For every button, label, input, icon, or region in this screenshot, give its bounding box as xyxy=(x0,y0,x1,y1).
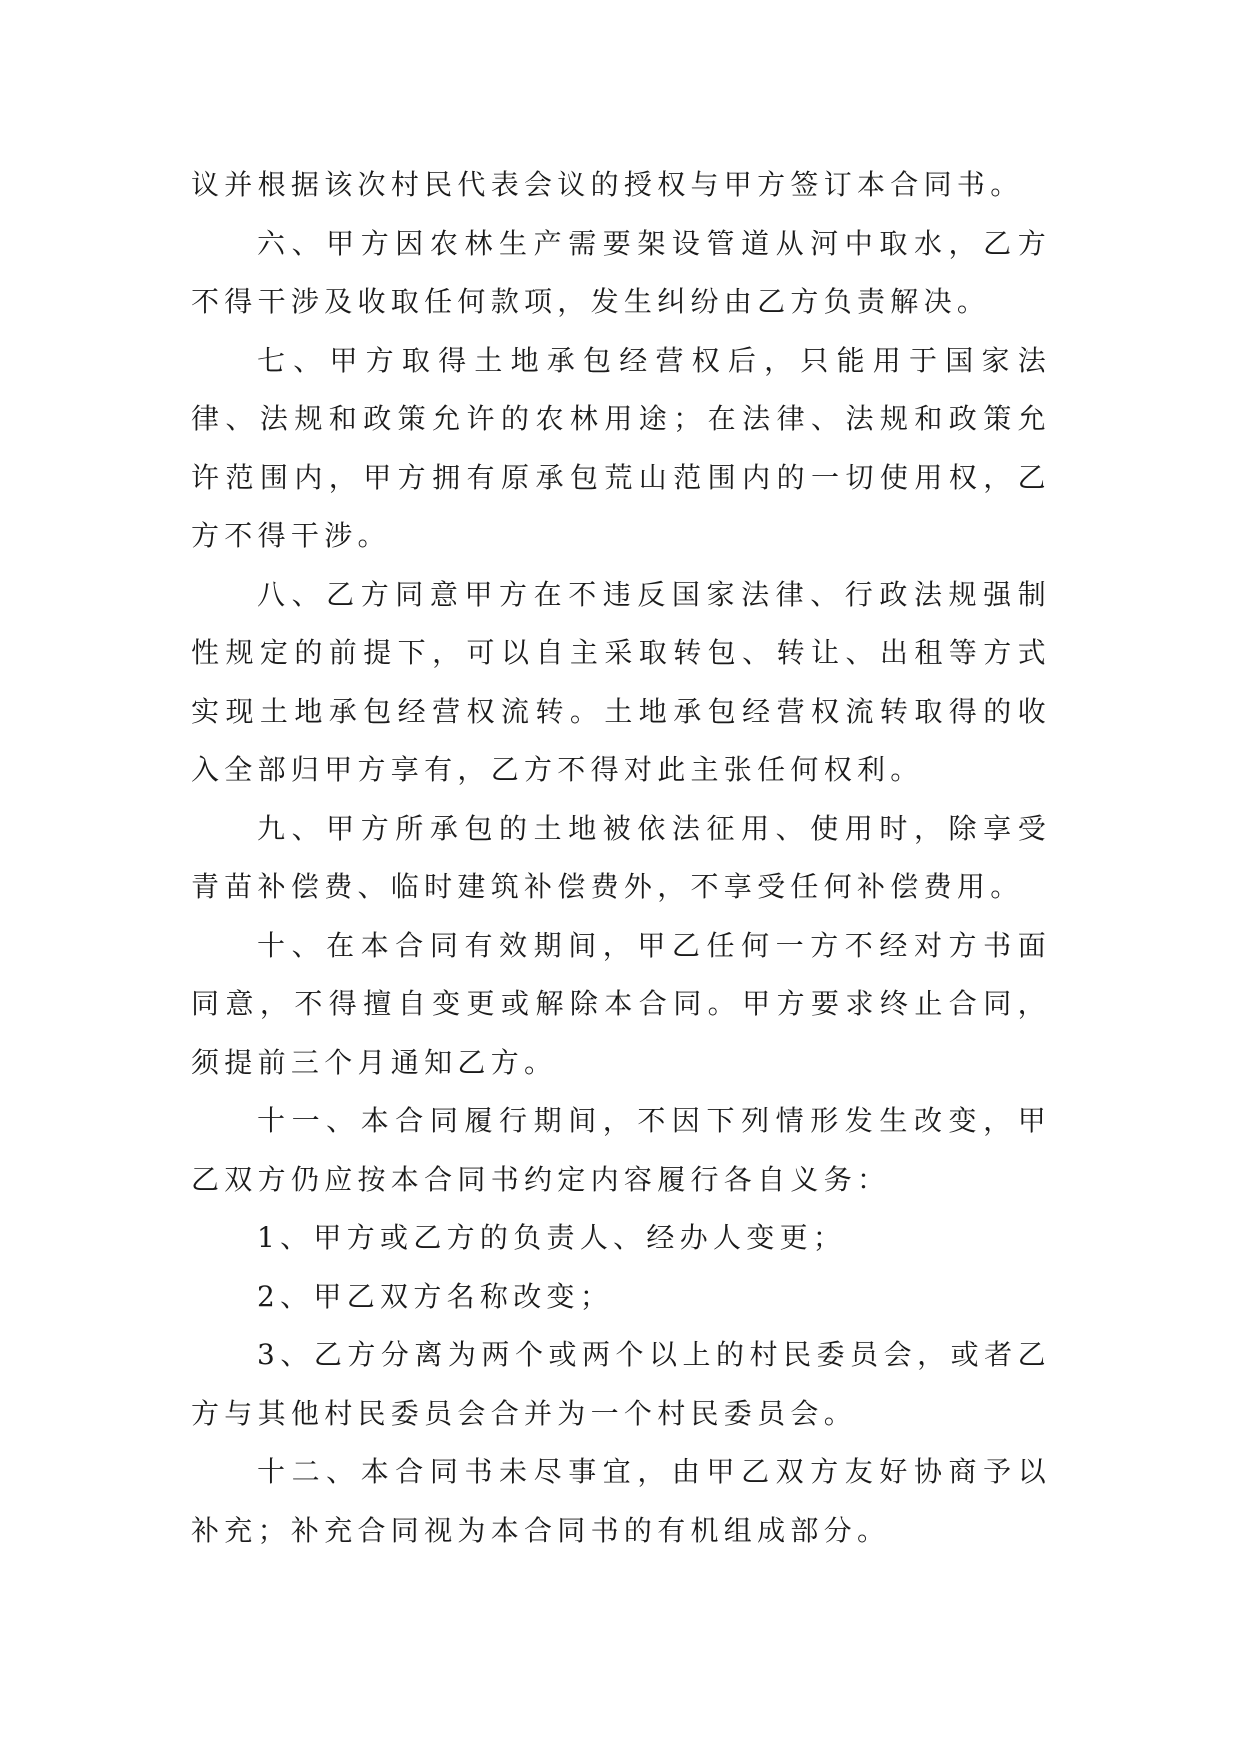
paragraph-clause-6: 六、甲方因农林生产需要架设管道从河中取水，乙方不得干涉及收取任何款项，发生纠纷由乙方负责解决。 xyxy=(191,226,1051,318)
paragraph-clause-12: 十二、本合同书未尽事宜，由甲乙双方友好协商予以补充；补充合同视为本合同书的有机组成部分。 xyxy=(191,1455,1051,1547)
paragraph-item-2: 2、甲乙双方名称改变； xyxy=(257,1279,614,1313)
paragraph-clause-9: 九、甲方所承包的土地被依法征用、使用时，除享受青苗补偿费、临时建筑补偿费外，不享受任何补偿费用。 xyxy=(191,811,1051,903)
paragraph-clause-11: 十一、本合同履行期间，不因下列情形发生改变，甲乙双方仍应按本合同书约定内容履行各自义务： xyxy=(191,1104,1051,1196)
paragraph-clause-8: 八、乙方同意甲方在不违反国家法律、行政法规强制性规定的前提下，可以自主采取转包、转让、出租等方式实现土地承包经营权流转。土地承包经营权流转取得的收入全部归甲方享有，乙方不得对此主张任何权利。 xyxy=(191,577,1051,786)
paragraph-clause-10: 十、在本合同有效期间，甲乙任何一方不经对方书面同意，不得擅自变更或解除本合同。甲方要求终止合同，须提前三个月通知乙方。 xyxy=(191,928,1051,1079)
paragraph-item-1: 1、甲方或乙方的负责人、经办人变更； xyxy=(257,1221,847,1254)
paragraph-clause-7: 七、甲方取得土地承包经营权后，只能用于国家法律、法规和政策允许的农林用途；在法律、法规和政策允许范围内，甲方拥有原承包荒山范围内的一切使用权，乙方不得干涉。 xyxy=(191,343,1051,552)
paragraph-continuation: 议并根据该次村民代表会议的授权与甲方签订本合同书。 xyxy=(191,168,1024,201)
paragraph-item-3: 3、乙方分离为两个或两个以上的村民委员会，或者乙方与其他村民委员会合并为一个村民委员会。 xyxy=(191,1338,1051,1430)
document-page xyxy=(191,156,1051,1560)
